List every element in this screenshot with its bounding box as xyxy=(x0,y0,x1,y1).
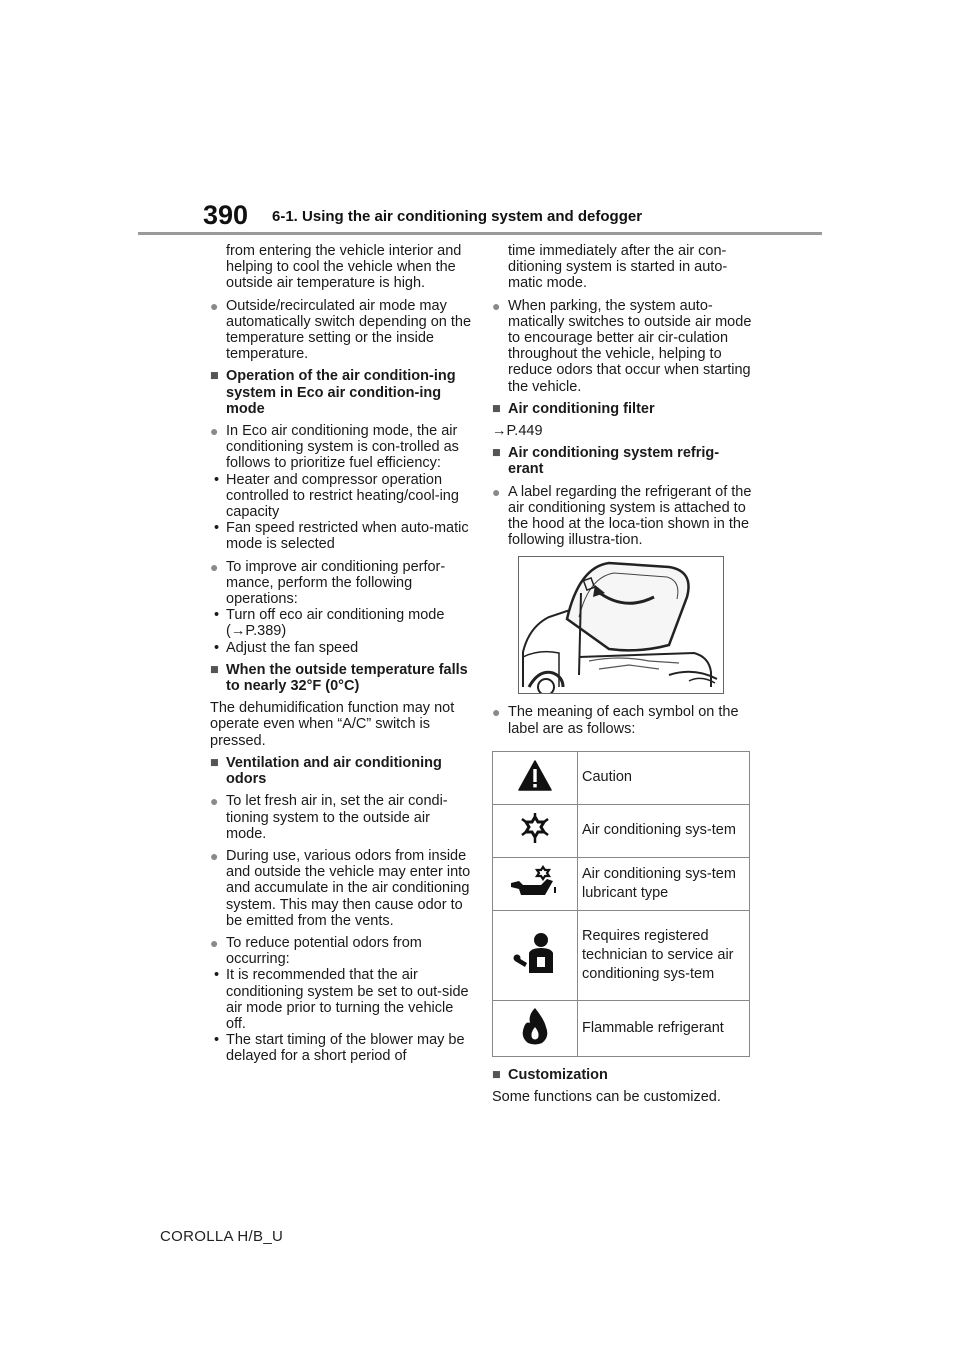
sub-item-text: Turn off eco air conditioning mode (→P.389) xyxy=(226,607,445,640)
bullet-icon: ● xyxy=(492,483,501,500)
left-bullet-5 xyxy=(210,848,472,929)
left-sub-item-6 xyxy=(210,1032,472,1064)
dash-mark: • xyxy=(214,471,220,488)
left-paragraph-2: The dehumidification function may not operate even when “A/C” switch is pressed. xyxy=(210,700,455,749)
page-reference-link[interactable]: →P.449 xyxy=(492,423,543,440)
heading-text: Ventilation and air conditioning odors xyxy=(226,754,442,788)
left-bullet-6 xyxy=(210,935,472,967)
left-sub-item-1 xyxy=(210,472,472,521)
bullet-text: Outside/recirculated air mode may automatically switch depending on the temperature setting or the inside temperature. xyxy=(226,297,472,363)
bullet-text: During use, various odors from inside and outside the vehicle may enter into and accumulate in the air conditioning system. This may then cause odor to be emitted from the vents. xyxy=(226,847,471,929)
table-row xyxy=(493,804,750,857)
bullet-text: To let fresh air in, set the air condi-tioning system to the outside air mode. xyxy=(226,793,448,842)
symbol-icon-cell xyxy=(493,1000,578,1056)
symbol-description: Air conditioning sys-tem xyxy=(578,804,750,857)
header-rule xyxy=(138,232,822,235)
technician-wrench-icon xyxy=(513,931,557,975)
sub-item-text: Adjust the fan speed xyxy=(226,639,359,656)
bullet-text: A label regarding the refrigerant of the air conditioning system is attached to the hood at the loca-tion shown in the following illustra-tion. xyxy=(508,483,752,549)
bullet-text: The meaning of each symbol on the label are as follows: xyxy=(508,704,739,737)
right-bullet-3 xyxy=(492,704,754,736)
bullet-icon: ● xyxy=(210,423,219,440)
dash-mark: • xyxy=(214,520,220,537)
bullet-text: To reduce potential odors from occurring: xyxy=(226,934,422,968)
right-bullet-2 xyxy=(492,484,754,549)
right-heading-refrigerant xyxy=(492,445,754,477)
square-bullet-icon: ■ xyxy=(210,754,219,771)
table-row xyxy=(493,910,750,1000)
right-bullet-1 xyxy=(492,298,754,395)
caution-triangle-icon xyxy=(518,760,552,792)
sub-item-text: It is recommended that the air conditioning system be set to out-side air mode prior to turning the vehicle off. xyxy=(226,967,469,1032)
snowflake-icon xyxy=(519,813,551,845)
sub-item-text: Fan speed restricted when auto-matic mode is selected xyxy=(226,520,469,553)
square-bullet-icon: ■ xyxy=(492,445,501,462)
section-title: 6-1. Using the air conditioning system and defogger xyxy=(272,208,643,225)
dash-mark: • xyxy=(214,1032,220,1049)
bullet-icon: ● xyxy=(492,297,501,314)
hood-label-illustration xyxy=(518,556,724,694)
right-paragraph-2: Some functions can be customized. xyxy=(492,1089,721,1106)
left-heading-odors xyxy=(210,755,472,787)
symbol-description: Caution xyxy=(578,751,750,804)
left-sub-item-5 xyxy=(210,967,472,1032)
square-bullet-icon: ■ xyxy=(210,368,219,385)
symbol-description: Requires registered technician to service air conditioning sys-tem xyxy=(578,910,750,1000)
bullet-icon: ● xyxy=(210,297,219,314)
bullet-icon: ● xyxy=(210,558,219,575)
left-column xyxy=(210,243,472,1065)
symbol-table xyxy=(492,751,750,1057)
symbol-icon-cell xyxy=(493,910,578,1000)
square-bullet-icon: ■ xyxy=(492,400,501,417)
left-heading-temperature xyxy=(210,662,472,694)
symbol-description: Air conditioning sys-tem lubricant type xyxy=(578,857,750,910)
heading-text: Air conditioning system refrig-erant xyxy=(508,445,720,478)
left-heading-eco xyxy=(210,368,472,417)
table-row xyxy=(493,751,750,804)
oil-can-snowflake-icon xyxy=(509,865,561,899)
right-heading-filter xyxy=(492,401,754,417)
symbol-icon-cell xyxy=(493,751,578,804)
heading-text: Operation of the air condition-ing system in Eco air condition-ing mode xyxy=(226,368,456,417)
right-paragraph-1: time immediately after the air con-ditioning system is started in auto-matic mode. xyxy=(508,243,728,292)
bullet-icon: ● xyxy=(210,847,219,864)
symbol-description: Flammable refrigerant xyxy=(578,1000,750,1056)
dash-mark: • xyxy=(214,639,220,656)
page-number: 390 xyxy=(203,200,249,230)
left-bullet-3 xyxy=(210,559,472,608)
heading-text: When the outside temperature falls to nearly 32°F (0°C) xyxy=(226,661,468,695)
bullet-icon: ● xyxy=(210,934,219,951)
dash-mark: • xyxy=(214,607,220,624)
left-sub-item-4 xyxy=(210,640,472,656)
right-heading-customization xyxy=(492,1067,754,1083)
square-bullet-icon: ■ xyxy=(210,661,219,678)
bullet-icon: ● xyxy=(210,793,219,810)
flame-icon xyxy=(520,1007,550,1045)
left-sub-item-2 xyxy=(210,520,472,552)
open-hood-car-illustration xyxy=(519,557,723,693)
heading-text: Air conditioning filter xyxy=(508,400,655,417)
table-row xyxy=(493,857,750,910)
table-row xyxy=(493,1000,750,1056)
left-sub-item-3 xyxy=(210,607,472,639)
bullet-icon: ● xyxy=(492,704,501,721)
dash-mark: • xyxy=(214,967,220,984)
heading-text: Customization xyxy=(508,1066,608,1083)
symbol-icon-cell xyxy=(493,804,578,857)
bullet-text: In Eco air conditioning mode, the air conditioning system is con-trolled as follows to prioritize fuel efficiency: xyxy=(226,423,459,472)
square-bullet-icon: ■ xyxy=(492,1066,501,1083)
left-bullet-4 xyxy=(210,793,472,842)
sub-item-text: Heater and compressor operation controlled to restrict heating/cool-ing capacity xyxy=(226,471,459,521)
bullet-text: To improve air conditioning perfor-mance, perform the following operations: xyxy=(226,558,446,608)
right-column xyxy=(492,243,754,1111)
left-bullet-2 xyxy=(210,423,472,472)
symbol-icon-cell xyxy=(493,857,578,910)
left-bullet-1 xyxy=(210,298,472,363)
left-paragraph-1: from entering the vehicle interior and helping to cool the vehicle when the outside air temperature is high. xyxy=(226,243,462,292)
sub-item-text: The start timing of the blower may be delayed for a short period of xyxy=(226,1032,465,1065)
bullet-text: When parking, the system auto-matically switches to outside air mode to encourage better air cir-culation throughout the vehicle, helping to reduce odors that occur when starting the vehicle. xyxy=(508,297,752,395)
footer-model-code: COROLLA H/B_U xyxy=(160,1228,284,1245)
